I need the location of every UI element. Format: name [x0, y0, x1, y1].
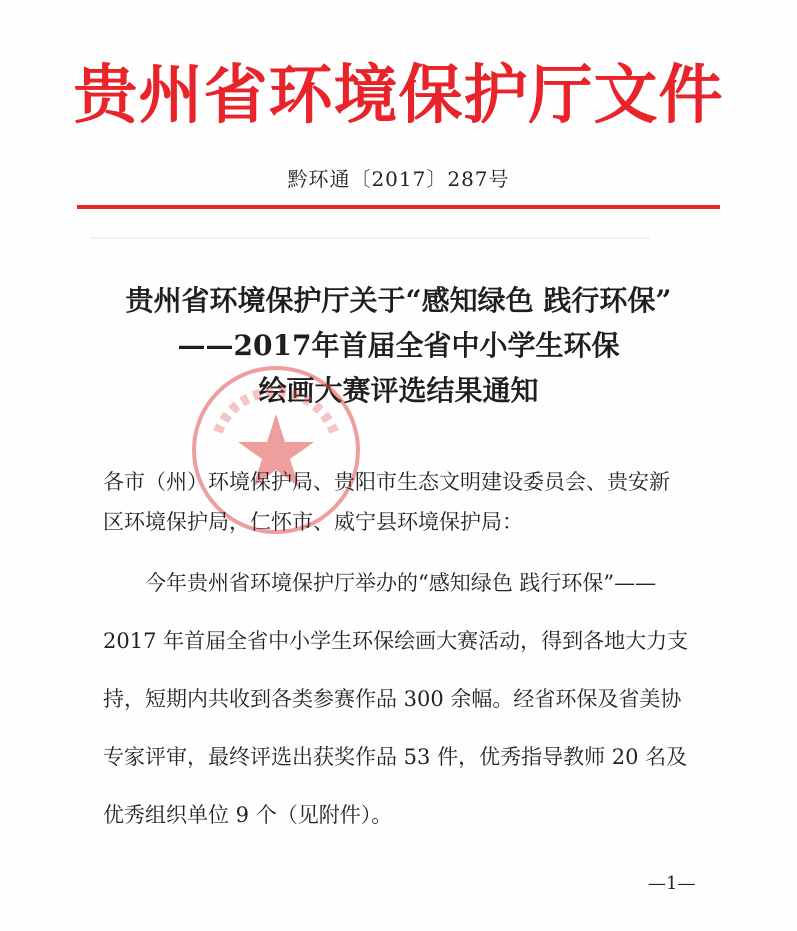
notice-title-line: 贵州省环境保护厅关于“感知绿色 践行环保” [125, 284, 672, 317]
notice-body [103, 462, 703, 844]
notice-title [0, 278, 797, 413]
paragraph-line: 2017 年首届全省中小学生环保绘画大赛活动，得到各地大力支 [103, 629, 689, 653]
paragraph-line: 优秀组织单位 9 个（见附件）。 [103, 803, 393, 827]
paragraph-line: 专家评审，最终评选出获奖作品 53 件，优秀指导教师 20 名及 [103, 745, 688, 769]
paragraph-line: 今年贵州省环境保护厅举办的“感知绿色 践行环保”—— [145, 571, 657, 595]
notice-title-line: 绘画大赛评选结果通知 [258, 374, 539, 407]
body-paragraph [103, 554, 703, 844]
addressee [103, 462, 703, 542]
addressee-line: 区环境保护局，仁怀市、威宁县环境保护局： [103, 510, 523, 534]
document-header-title: 贵州省环境保护厅文件 [73, 58, 724, 133]
document-number: 黔环通〔2017〕287号 [287, 167, 510, 191]
red-divider-rule [77, 205, 720, 209]
paragraph-line: 持，短期内共收到各类参赛作品 300 余幅。经省环保及省美协 [103, 687, 682, 711]
notice-title-line: ——2017年首届全省中小学生环保 [177, 329, 620, 362]
bleed-through-line [90, 237, 650, 239]
addressee-line: 各市（州）环境保护局、贵阳市生态文明建设委员会、贵安新 [103, 470, 670, 494]
page-number: —1— [648, 873, 696, 894]
